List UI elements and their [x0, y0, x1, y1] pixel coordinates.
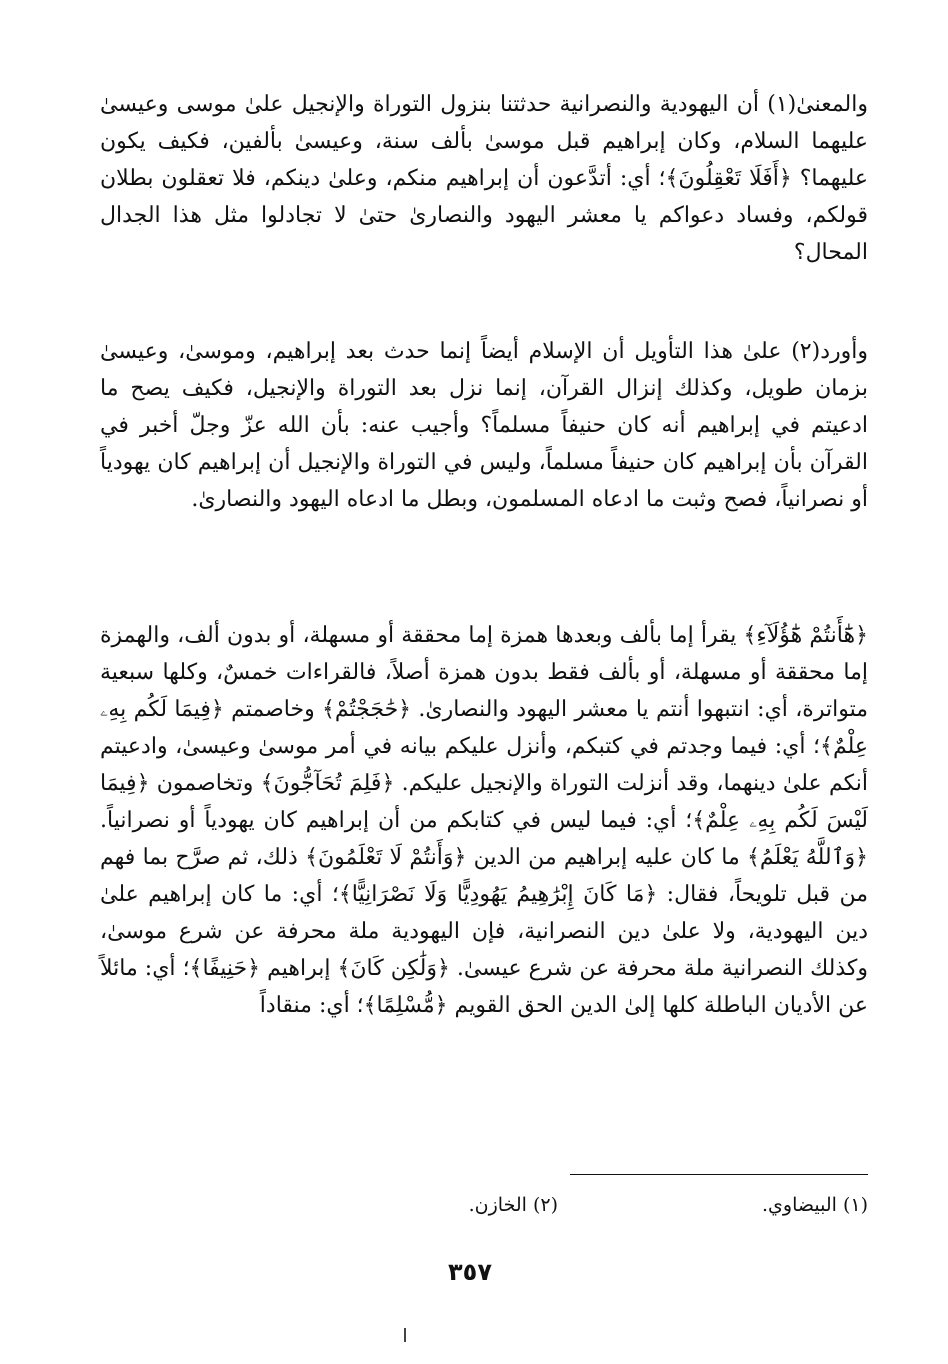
paragraph-2: وأورد(٢) علىٰ هذا التأويل أن الإسلام أيضاً إنما حدث بعد إبراهيم، وموسىٰ، وعيسىٰ بزمان طويل، وكذلك إنزال القرآن، إنما نزل بعد التوراة والإنجيل، فكيف يصح ما ادعيتم في إبراهيم أنه كان حنيفاً مسلماً؟ وأجيب عنه: بأن الله عزّ وجلّ أخبر في القرآن بأن إبراهيم كان حنيفاً مسلماً، وليس في التوراة والإنجيل أن إبراهيم كان يهودياً أو نصرانياً، فصح وثبت ما ادعاه المسلمون، وبطل ما ادعاه اليهود والنصارىٰ. [100, 339, 868, 512]
paragraph-1: والمعنىٰ(١) أن اليهودية والنصرانية حدثتنا بنزول التوراة والإنجيل علىٰ موسى وعيسىٰ عليهما السلام، وكان إبراهيم قبل موسىٰ بألف سنة، وعيسىٰ بألفين، فكيف يكون عليهما؟ ﴿أَفَلَا تَعْقِلُونَ﴾؛ أي: أتدَّعون أن إبراهيم منكم، وعلىٰ دينكم، فلا تعقلون بطلان قولكم، وفساد دعواكم يا معشر اليهود والنصارىٰ حتىٰ لا تجادلوا مثل هذا الجدال المحال؟ [100, 92, 868, 265]
footnote-2: (٢) الخازن. [468, 1194, 558, 1216]
paragraph-3: ﴿هَٰٓأَنتُمْ هَٰٓؤُلَآءِ﴾ يقرأ إما بألف وبعدها همزة إما محققة أو مسهلة، أو بدون ألف، والهمزة إما محققة أو مسهلة، أو بألف فقط بدون همزة أصلاً، فالقراءات خمسٌ، وكلها سبعية متواترة، أي: انتبهوا أنتم يا معشر اليهود والنصارىٰ. ﴿حَٰجَجْتُمْ﴾ وخاصمتم ﴿فِيمَا لَكُم بِهِۦ عِلْمٌ﴾؛ أي: فيما وجدتم في كتبكم، وأنزل عليكم بيانه في أمر موسىٰ وعيسىٰ، وادعيتم أنكم علىٰ دينهما، وقد أنزلت التوراة والإنجيل عليكم. ﴿فَلِمَ تُحَآجُّونَ﴾ وتخاصمون ﴿فِيمَا لَيْسَ لَكُم بِهِۦ عِلْمٌ﴾؛ أي: فيما ليس في كتابكم من أن إبراهيم كان يهودياً أو نصرانياً. ﴿وَٱللَّهُ يَعْلَمُ﴾ ما كان عليه إبراهيم من الدين ﴿وَأَنتُمْ لَا تَعْلَمُونَ﴾ ذلك، ثم صرَّح بما فهم من قبل تلويحاً، فقال: ﴿مَا كَانَ إِبْرَٰهِيمُ يَهُودِيًّا وَلَا نَصْرَانِيًّا﴾؛ أي: ما كان إبراهيم علىٰ دين اليهودية، ولا علىٰ دين النصرانية، فإن اليهودية ملة محرفة عن شرع موسىٰ، وكذلك النصرانية ملة محرفة عن شرع عيسىٰ. ﴿وَلَٰكِن كَانَ﴾ إبراهيم ﴿حَنِيفًا﴾؛ أي: مائلاً عن الأديان الباطلة كلها إلىٰ الدين الحق القويم ﴿مُّسْلِمًا﴾؛ أي: منقاداً [100, 623, 868, 1018]
footnote-divider [570, 1174, 868, 1175]
scan-artifact-mark [404, 1328, 406, 1342]
page-number: ٣٥٧ [448, 1258, 492, 1286]
footnote-1: (١) البيضاوي. [762, 1194, 868, 1216]
